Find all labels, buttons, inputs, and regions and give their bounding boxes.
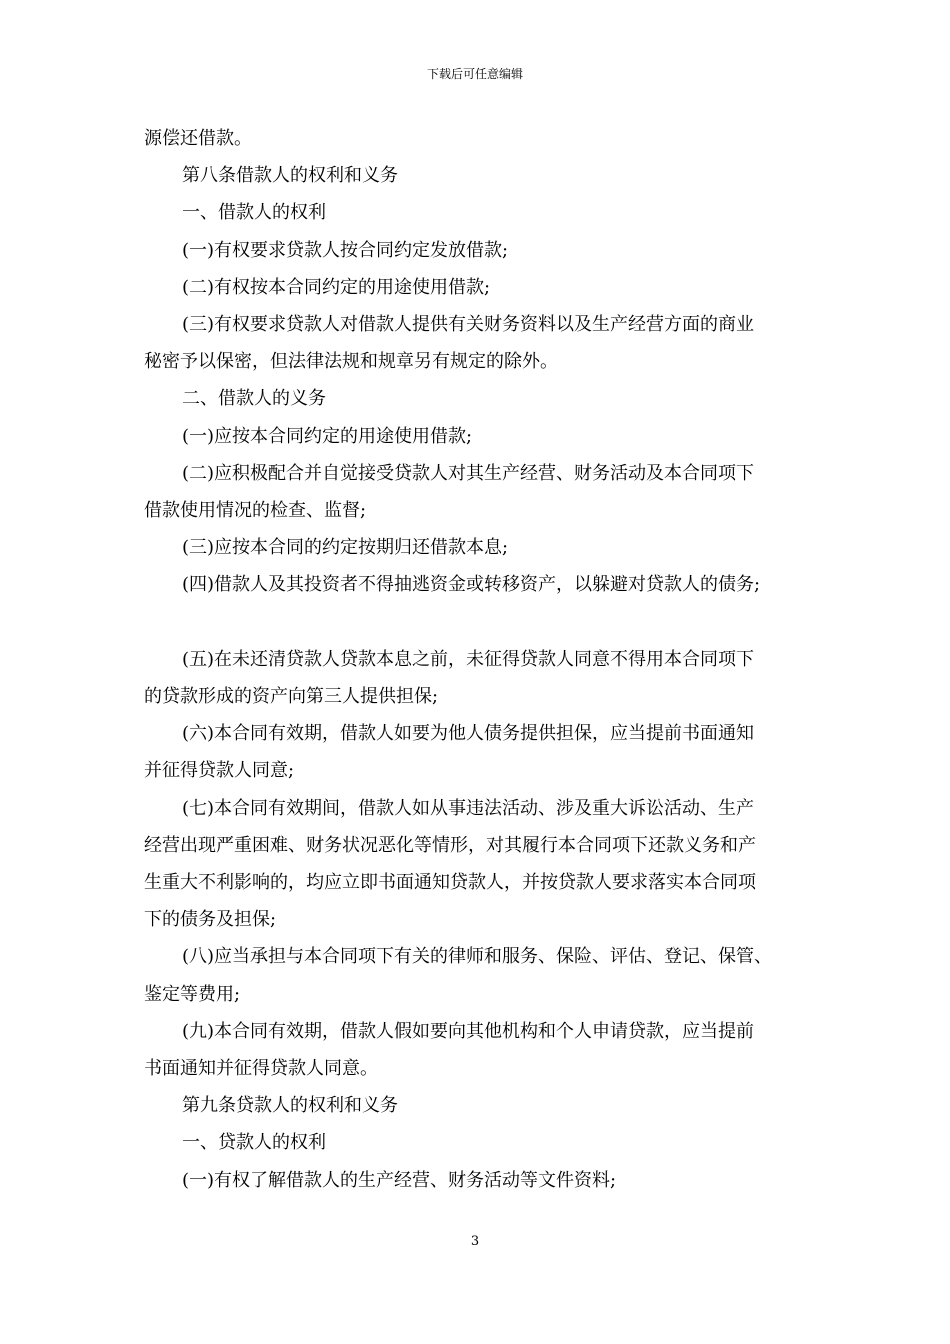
- list-item-continuation: 借款使用情况的检查、监督;: [144, 500, 367, 522]
- list-item: (五)在未还清贷款人贷款本息之前，未征得贷款人同意不得用本合同项下: [182, 648, 755, 670]
- list-item: (一)有权了解借款人的生产经营、财务活动等文件资料;: [182, 1169, 617, 1191]
- list-item-continuation: 下的债务及担保;: [144, 909, 277, 931]
- page-number: 3: [470, 1234, 480, 1249]
- article-heading: 第八条借款人的权利和义务: [182, 165, 398, 187]
- list-item: (三)有权要求贷款人对借款人提供有关财务资料以及生产经营方面的商业: [182, 314, 755, 336]
- list-item: (二)有权按本合同约定的用途使用借款;: [182, 276, 491, 298]
- list-item: (六)本合同有效期，借款人如要为他人债务提供担保，应当提前书面通知: [182, 723, 755, 745]
- list-item: (一)应按本合同约定的用途使用借款;: [182, 425, 473, 447]
- list-item: (七)本合同有效期间，借款人如从事违法活动、涉及重大诉讼活动、生产: [182, 797, 755, 819]
- list-item: (二)应积极配合并自觉接受贷款人对其生产经营、财务活动及本合同项下: [182, 462, 755, 484]
- page-header: 下载后可任意编辑: [426, 67, 523, 81]
- document-body: [144, 120, 808, 1199]
- list-item: (九)本合同有效期，借款人假如要向其他机构和个人申请贷款，应当提前: [182, 1020, 755, 1042]
- list-item-continuation: 经营出现严重困难、财务状况恶化等情形，对其履行本合同项下还款义务和产: [144, 834, 756, 856]
- paragraph-line: 源偿还借款。: [144, 128, 252, 149]
- article-heading: 第九条贷款人的权利和义务: [182, 1095, 398, 1117]
- list-item-continuation: 的贷款形成的资产向第三人提供担保;: [144, 686, 439, 708]
- list-item-continuation: 鉴定等费用;: [144, 983, 241, 1005]
- list-item: (三)应按本合同的约定按期归还借款本息;: [182, 537, 509, 559]
- section-heading: 二、借款人的义务: [182, 388, 326, 410]
- section-heading: 一、借款人的权利: [182, 202, 326, 224]
- list-item: (一)有权要求贷款人按合同约定发放借款;: [182, 239, 509, 261]
- section-heading: 一、贷款人的权利: [182, 1132, 326, 1154]
- list-item: (四)借款人及其投资者不得抽逃资金或转移资产，以躲避对贷款人的债务;: [182, 574, 761, 596]
- blank-line: [144, 604, 808, 641]
- list-item: (八)应当承担与本合同项下有关的律师和服务、保险、评估、登记、保管、: [182, 946, 773, 968]
- list-item-continuation: 秘密予以保密，但法律法规和规章另有规定的除外。: [144, 351, 558, 373]
- list-item-continuation: 并征得贷款人同意;: [144, 760, 295, 782]
- list-item-continuation: 书面通知并征得贷款人同意。: [144, 1058, 378, 1080]
- list-item-continuation: 生重大不利影响的，均应立即书面通知贷款人，并按贷款人要求落实本合同项: [144, 872, 756, 894]
